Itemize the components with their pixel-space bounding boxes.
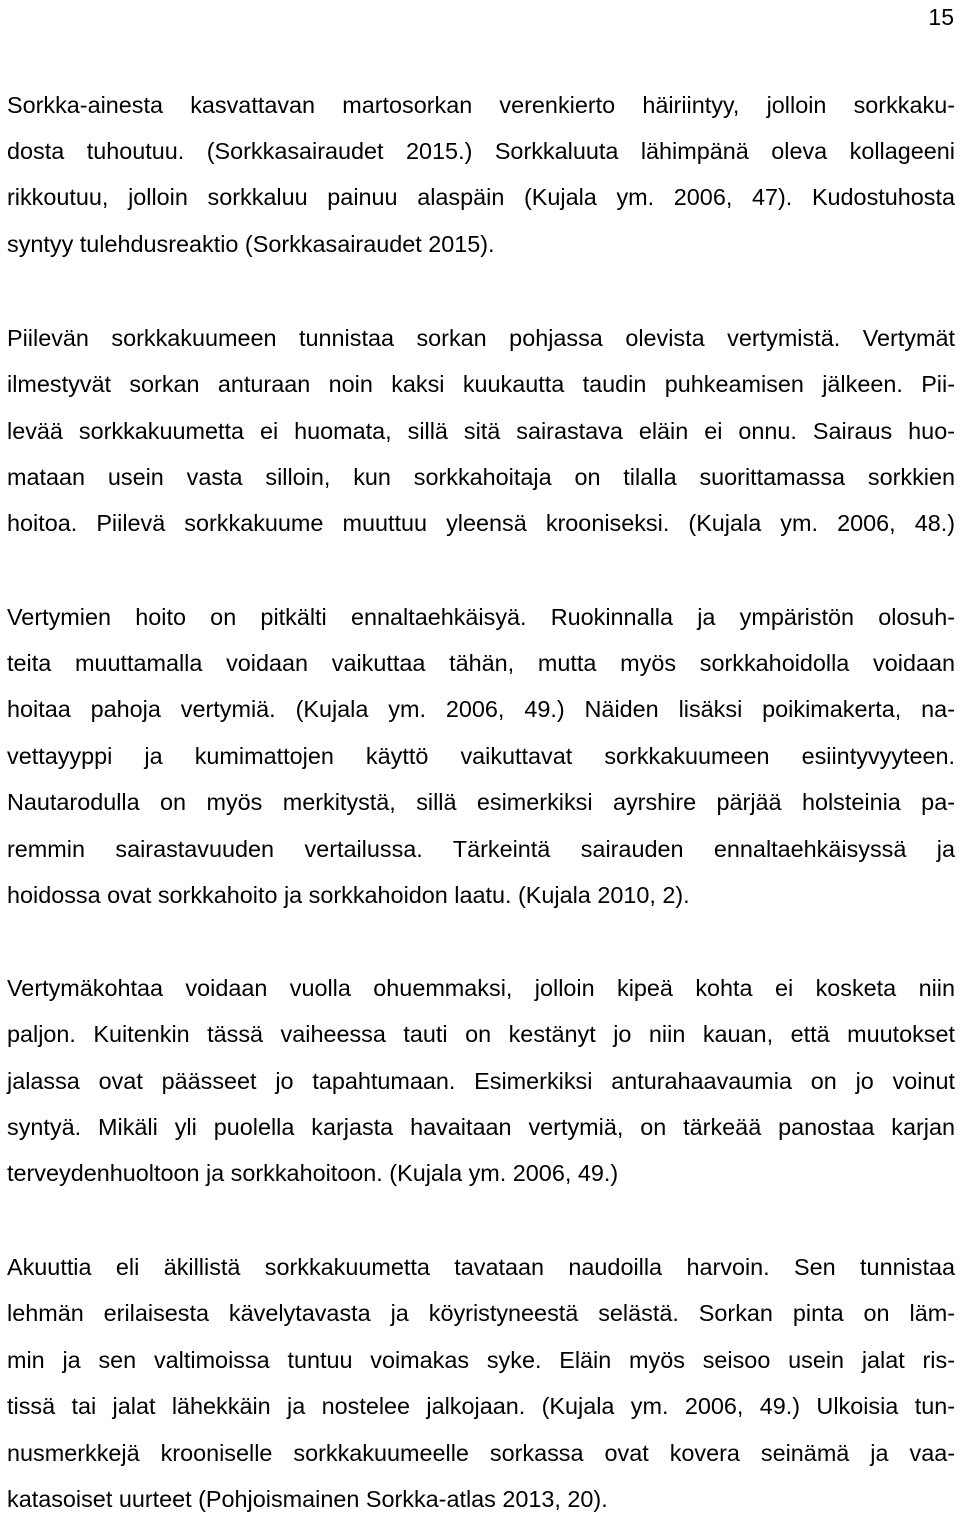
text-line: Piilevän sorkkakuumeen tunnistaa sorkan pohjassa olevista vertymistä. Vertymät: [7, 325, 955, 351]
text-line: rikkoutuu, jolloin sorkkaluu painuu alaspäin (Kujala ym. 2006, 47). Kudostuhosta: [7, 184, 955, 210]
text-line: Vertymäkohtaa voidaan vuolla ohuemmaksi, jolloin kipeä kohta ei kosketa niin: [7, 975, 955, 1001]
text-line: jalassa ovat päässeet jo tapahtumaan. Esimerkiksi anturahaavaumia on jo voinut: [7, 1068, 955, 1094]
text-line: hoitaa pahoja vertymiä. (Kujala ym. 2006, 49.) Näiden lisäksi poikimakerta, na-: [7, 696, 955, 722]
text-line: nusmerkkejä krooniselle sorkkakuumeelle sorkassa ovat kovera seinämä ja vaa-: [7, 1440, 955, 1466]
text-line: vettayyppi ja kumimattojen käyttö vaikuttavat sorkkakuumeen esiintyvyyteen.: [7, 743, 955, 769]
page-number: 15: [928, 4, 954, 30]
text-line: remmin sairastavuuden vertailussa. Tärkeintä sairauden ennaltaehkäisyssä ja: [7, 836, 955, 862]
text-line: paljon. Kuitenkin tässä vaiheessa tauti on kestänyt jo niin kauan, että muutokset: [7, 1021, 955, 1047]
text-line: terveydenhuoltoon ja sorkkahoitoon. (Kujala ym. 2006, 49.): [7, 1160, 619, 1186]
text-line: mataan usein vasta silloin, kun sorkkahoitaja on tilalla suorittamassa sorkkien: [7, 464, 955, 490]
text-line: dosta tuhoutuu. (Sorkkasairaudet 2015.) Sorkkaluuta lähimpänä oleva kollageeni: [7, 138, 955, 164]
text-line: Nautarodulla on myös merkitystä, sillä esimerkiksi ayrshire pärjää holsteinia pa-: [7, 789, 955, 815]
text-line: Akuuttia eli äkillistä sorkkakuumetta tavataan naudoilla harvoin. Sen tunnistaa: [7, 1254, 955, 1280]
text-line: Sorkka-ainesta kasvattavan martosorkan verenkierto häiriintyy, jolloin sorkkaku-: [7, 92, 955, 118]
text-line: tissä tai jalat lähekkäin ja nostelee jalkojaan. (Kujala ym. 2006, 49.) Ulkoisia tun-: [7, 1393, 955, 1419]
text-line: hoitoa. Piilevä sorkkakuume muuttuu yleensä krooniseksi. (Kujala ym. 2006, 48.): [7, 510, 955, 536]
text-line: katasoiset uurteet (Pohjoismainen Sorkka-atlas 2013, 20).: [7, 1486, 608, 1512]
text-line: Vertymien hoito on pitkälti ennaltaehkäisyä. Ruokinnalla ja ympäristön olosuh-: [7, 604, 955, 630]
text-line: lehmän erilaisesta kävelytavasta ja köyristyneestä selästä. Sorkan pinta on läm-: [7, 1300, 955, 1326]
text-line: hoidossa ovat sorkkahoito ja sorkkahoidon laatu. (Kujala 2010, 2).: [7, 882, 690, 908]
text-line: syntyy tulehdusreaktio (Sorkkasairaudet 2015).: [7, 231, 495, 257]
text-line: levää sorkkakuumetta ei huomata, sillä sitä sairastava eläin ei onnu. Sairaus huo-: [7, 418, 955, 444]
text-line: min ja sen valtimoissa tuntuu voimakas syke. Eläin myös seisoo usein jalat ris-: [7, 1347, 955, 1373]
text-line: ilmestyvät sorkan anturaan noin kaksi kuukautta taudin puhkeamisen jälkeen. Pii-: [7, 371, 955, 397]
text-line: teita muuttamalla voidaan vaikuttaa tähän, mutta myös sorkkahoidolla voidaan: [7, 650, 955, 676]
text-line: syntyä. Mikäli yli puolella karjasta havaitaan vertymiä, on tärkeää panostaa karjan: [7, 1114, 955, 1140]
